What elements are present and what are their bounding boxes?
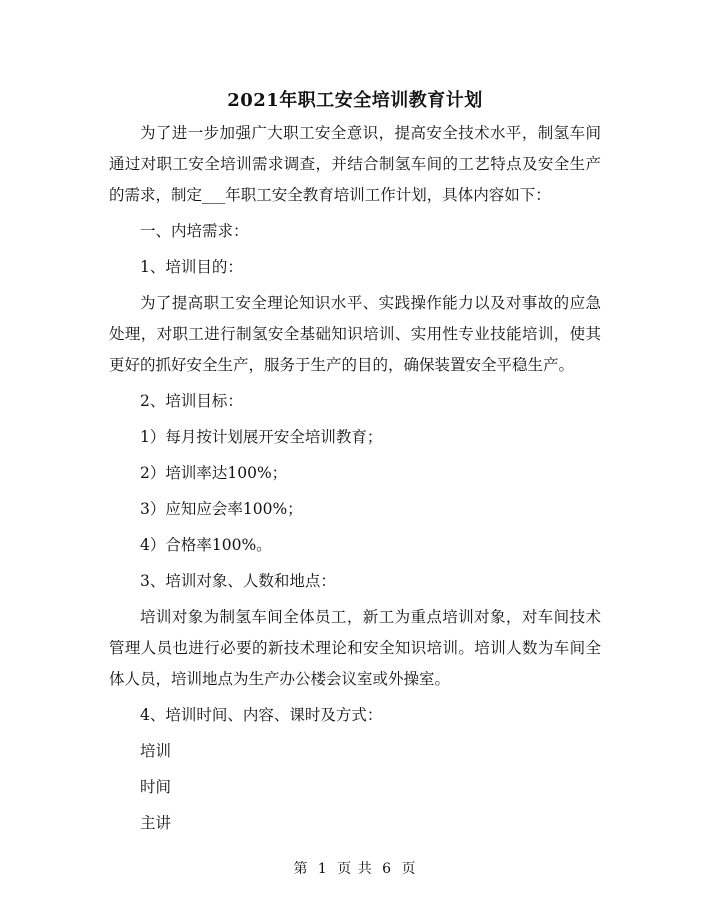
subheading-trainees-location: 3、培训对象、人数和地点： bbox=[140, 572, 336, 590]
table-header-training: 培训 bbox=[140, 742, 172, 760]
footer-total-pages: 6 bbox=[382, 861, 393, 877]
page-footer bbox=[0, 858, 710, 878]
footer-page-number: 1 bbox=[317, 861, 328, 877]
goal-item: 4）合格率100%。 bbox=[140, 536, 272, 554]
document-title: 2021年职工安全培训教育计划 bbox=[227, 90, 483, 111]
goal-item: 2）培训率达100%； bbox=[140, 464, 288, 482]
trainees-paragraph: 培训对象为制氢车间全体员工，新工为重点培训对象，对车间技术管理人员也进行必要的新技术理论和安全知识培训。培训人数为车间全体人员，培训地点为生产办公楼会议室或外操室。 bbox=[109, 608, 601, 688]
table-header-lecturer: 主讲 bbox=[140, 814, 172, 832]
purpose-paragraph: 为了提高职工安全理论知识水平、实践操作能力以及对事故的应急处理，对职工进行制氢安全基础知识培训、实用性专业技能培训，使其更好的抓好安全生产，服务于生产的目的，确保装置安全平稳生产。 bbox=[109, 294, 601, 374]
goal-item: 1）每月按计划展开安全培训教育； bbox=[140, 428, 383, 446]
document-body bbox=[109, 118, 601, 844]
footer-prefix: 第 bbox=[293, 861, 309, 877]
subheading-training-goals: 2、培训目标： bbox=[140, 392, 243, 410]
subheading-training-purpose: 1、培训目的： bbox=[140, 258, 243, 276]
goal-item: 3）应知应会率100%； bbox=[140, 500, 303, 518]
section-heading-internal-training: 一、内培需求： bbox=[140, 222, 249, 240]
footer-suffix: 页 bbox=[401, 861, 417, 877]
intro-paragraph: 为了进一步加强广大职工安全意识，提高安全技术水平，制氢车间通过对职工安全培训需求调查，并结合制氢车间的工艺特点及安全生产的需求，制定___年职工安全教育培训工作计划，具体内容如下： bbox=[109, 124, 601, 204]
footer-middle: 页 共 bbox=[337, 861, 373, 877]
subheading-schedule: 4、培训时间、内容、课时及方式： bbox=[140, 706, 383, 724]
table-header-time: 时间 bbox=[140, 778, 172, 796]
